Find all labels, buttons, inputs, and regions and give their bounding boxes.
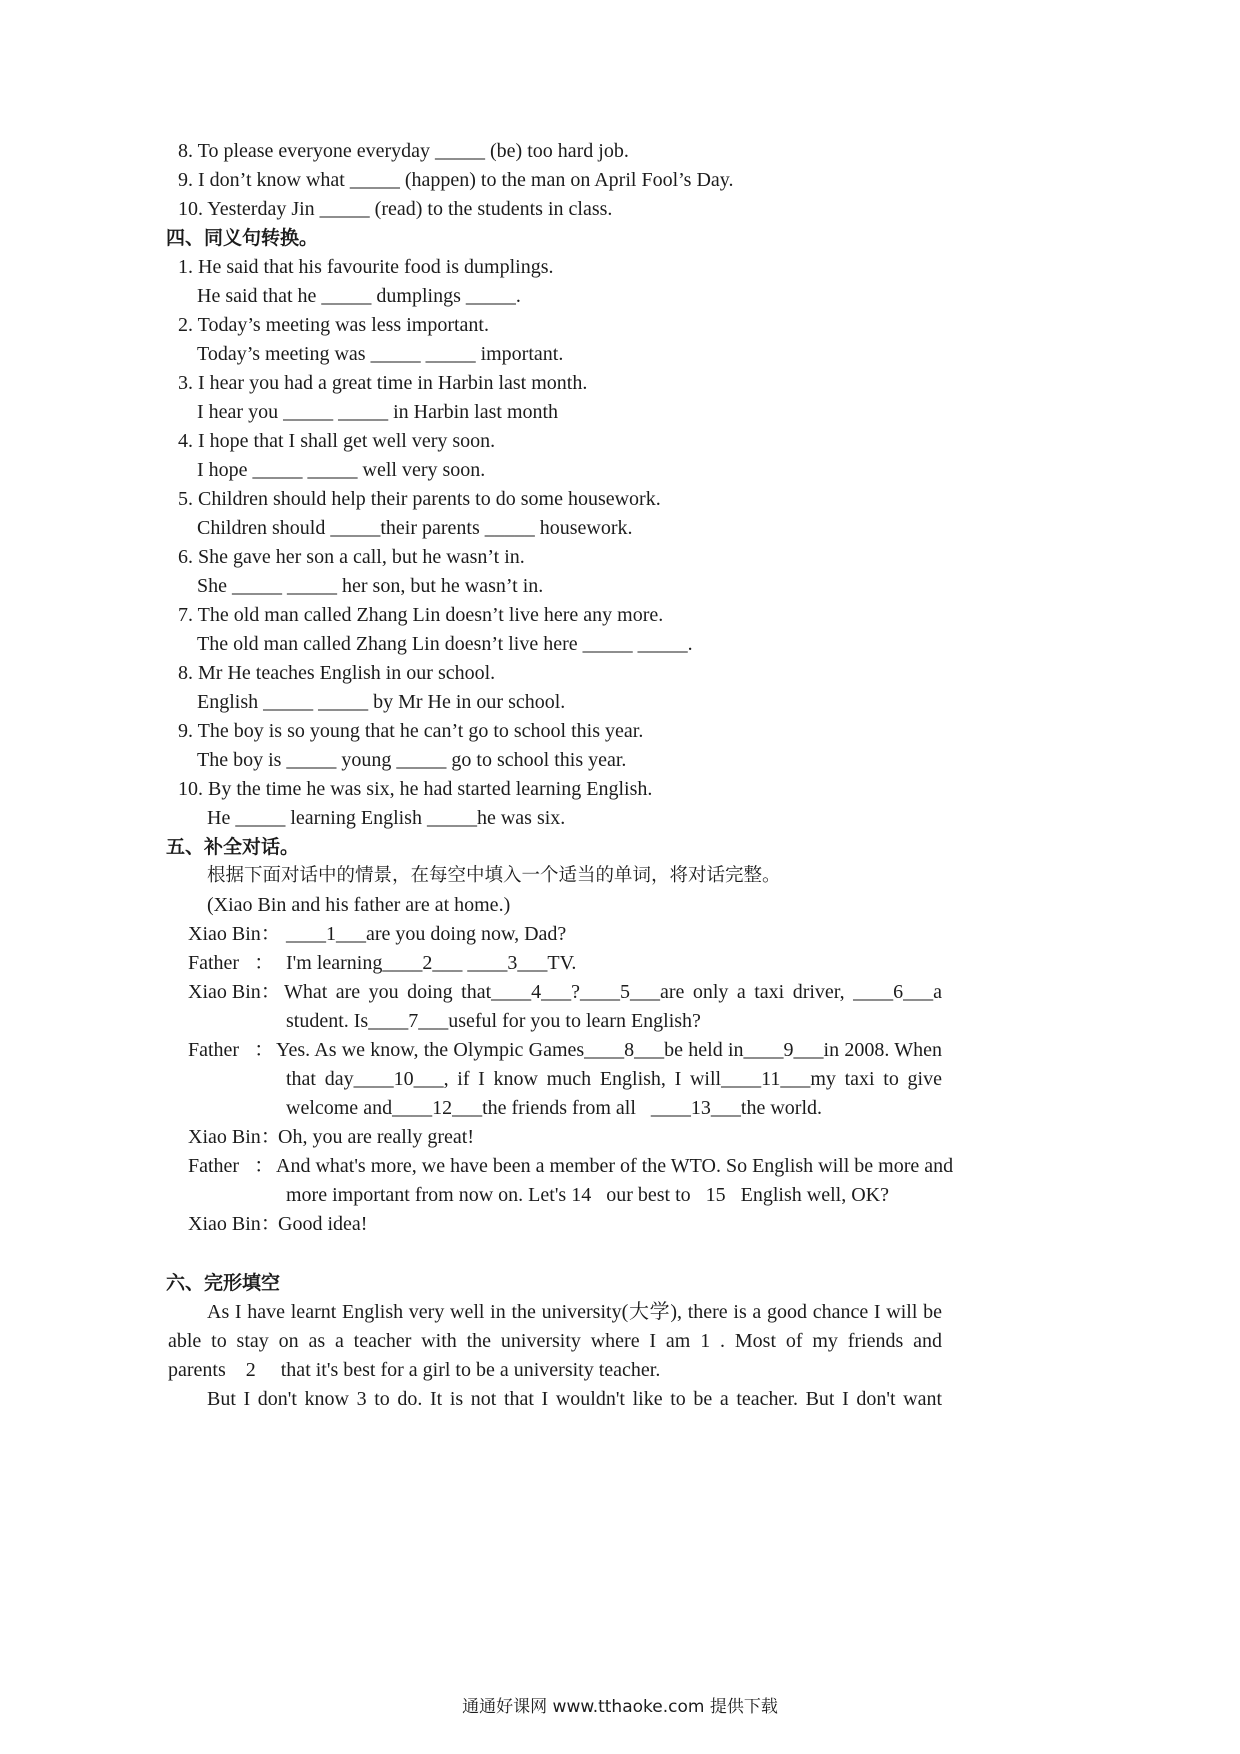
paragraph-line: able to stay on as a teacher with the university where I am 1 . Most of my friends and bbox=[168, 1330, 942, 1352]
dialogue-line: more important from now on. Let's 14 our best to 15 English well, OK? bbox=[286, 1184, 889, 1206]
speaker-label: Xiao Bin： bbox=[188, 1126, 281, 1148]
answer-line: English _____ _____ by Mr He in our school. bbox=[197, 691, 566, 713]
dialogue-line: ____1___are you doing now, Dad? bbox=[286, 923, 567, 945]
dialogue-line: welcome and____12___the friends from all ____13___the world. bbox=[286, 1097, 822, 1119]
speaker-label: Xiao Bin： bbox=[188, 1213, 281, 1235]
exercise-line: 9. I don’t know what _____ (happen) to the man on April Fool’s Day. bbox=[178, 169, 734, 191]
exercise-line: 7. The old man called Zhang Lin doesn’t live here any more. bbox=[178, 604, 664, 626]
speaker-label: Father ： bbox=[188, 952, 275, 974]
answer-line: The old man called Zhang Lin doesn’t live here _____ _____. bbox=[197, 633, 693, 655]
exercise-line: 6. She gave her son a call, but he wasn’t in. bbox=[178, 546, 525, 568]
answer-line: He _____ learning English _____he was six. bbox=[207, 807, 566, 829]
paragraph-line: But I don't know 3 to do. It is not that I wouldn't like to be a teacher. But I don't want bbox=[207, 1388, 942, 1410]
exercise-line: 4. I hope that I shall get well very soon. bbox=[178, 430, 496, 452]
speaker-label: Father ： bbox=[188, 1155, 275, 1177]
answer-line: Children should _____their parents _____ housework. bbox=[197, 517, 633, 539]
exercise-line: 10. Yesterday Jin _____ (read) to the students in class. bbox=[178, 198, 613, 220]
answer-line: He said that he _____ dumplings _____. bbox=[197, 285, 521, 307]
dialogue-line: I'm learning____2___ ____3___TV. bbox=[286, 952, 577, 974]
answer-line: I hope _____ _____ well very soon. bbox=[197, 459, 486, 481]
speaker-label: Xiao Bin： bbox=[188, 923, 281, 945]
paragraph-line: As I have learnt English very well in the university(大学), there is a good chance I will be bbox=[207, 1301, 942, 1323]
paragraph-line: parents 2 that it's best for a girl to be a university teacher. bbox=[168, 1359, 661, 1381]
section-heading: 五、补全对话。 bbox=[166, 836, 300, 858]
exercise-line: 8. To please everyone everyday _____ (be) too hard job. bbox=[178, 140, 629, 162]
dialogue-line: that day____10___, if I know much English, I will____11___my taxi to give bbox=[286, 1068, 942, 1090]
section-heading: 六、完形填空 bbox=[166, 1272, 281, 1294]
dialogue-line: What are you doing that____4___?____5___are only a taxi driver, ____6___a bbox=[284, 981, 942, 1003]
page-footer: 通通好课网 www.tthaoke.com 提供下载 bbox=[462, 1697, 778, 1717]
dialogue-line: And what's more, we have been a member of the WTO. So English will be more and bbox=[276, 1155, 954, 1177]
answer-line: Today’s meeting was _____ _____ important. bbox=[197, 343, 564, 365]
speaker-label: Xiao Bin： bbox=[188, 981, 281, 1003]
section-heading: 四、同义句转换。 bbox=[166, 227, 319, 249]
answer-line: The boy is _____ young _____ go to school this year. bbox=[197, 749, 627, 771]
dialogue-line: Good idea! bbox=[278, 1213, 368, 1235]
exercise-line: 2. Today’s meeting was less important. bbox=[178, 314, 489, 336]
exercise-line: 10. By the time he was six, he had started learning English. bbox=[178, 778, 653, 800]
answer-line: She _____ _____ her son, but he wasn’t in. bbox=[197, 575, 544, 597]
exercise-line: 8. Mr He teaches English in our school. bbox=[178, 662, 496, 684]
exercise-line: 5. Children should help their parents to do some housework. bbox=[178, 488, 661, 510]
dialogue-line: Yes. As we know, the Olympic Games____8___be held in____9___in 2008. When bbox=[276, 1039, 942, 1061]
speaker-label: Father ： bbox=[188, 1039, 275, 1061]
instruction: 根据下面对话中的情景，在每空中填入一个适当的单词，将对话完整。 bbox=[207, 865, 781, 886]
dialogue-context: (Xiao Bin and his father are at home.) bbox=[207, 894, 511, 916]
exercise-line: 3. I hear you had a great time in Harbin last month. bbox=[178, 372, 588, 394]
answer-line: I hear you _____ _____ in Harbin last month bbox=[197, 401, 559, 423]
exercise-line: 9. The boy is so young that he can’t go to school this year. bbox=[178, 720, 644, 742]
dialogue-line: student. Is____7___useful for you to learn English? bbox=[286, 1010, 701, 1032]
exercise-line: 1. He said that his favourite food is dumplings. bbox=[178, 256, 554, 278]
dialogue-line: Oh, you are really great! bbox=[278, 1126, 475, 1148]
